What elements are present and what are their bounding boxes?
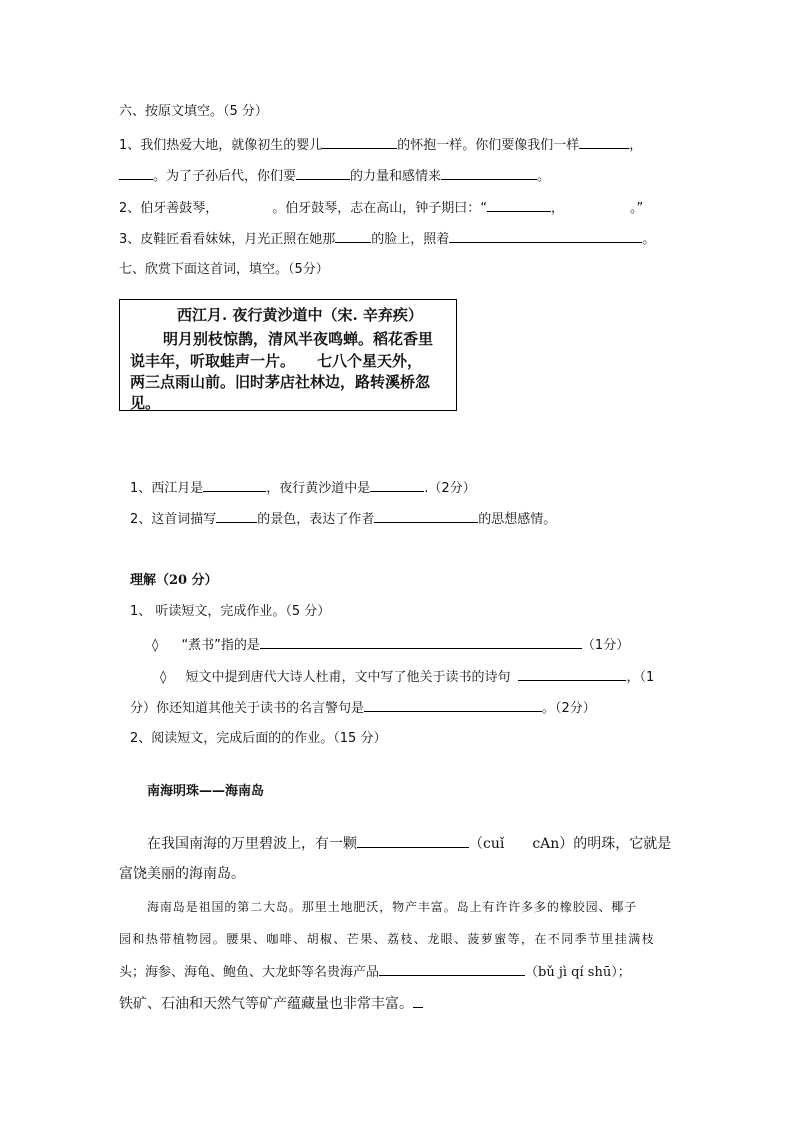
article-title: 南海明珠——海南岛 — [147, 784, 265, 799]
blank[interactable] — [487, 198, 551, 212]
article-paragraph-2-cont: 园和热带植物园。腰果、咖啡、胡椒、芒果、荔枝、龙眼、菠萝蜜等，在不同季节里挂满枝 — [119, 932, 656, 946]
article-paragraph-1: 在我国南海的万里碧波上，有一颗 （cuǐ cAn）的明珠，它就是 — [147, 836, 672, 852]
blank[interactable] — [203, 478, 266, 492]
poem-title: 西江月. 夜行黄沙道中（宋. 辛弃疾） — [177, 306, 423, 324]
blank[interactable] — [296, 166, 350, 180]
comprehension-title: 理解（20 分） — [130, 573, 218, 588]
article-paragraph-2-cont: 头；海参、海龟、鲍鱼、大龙虾等名贵海产品 （bǔ jì qí shū）； — [119, 962, 631, 982]
comprehension-q1-c: 分）你还知道其他关于读书的名言警句是 。（2分） — [130, 698, 596, 718]
question-6-2: 2、伯牙善鼓琴， 。伯牙鼓琴，志在高山，钟子期曰：“ ， 。” — [119, 198, 643, 218]
section-7-title: 七、欣赏下面这首词，填空。（5分） — [119, 262, 329, 277]
blank[interactable] — [379, 962, 525, 976]
poem-line: 说丰年，听取蛙声一片。 七八个星天外， — [130, 352, 423, 370]
question-6-1-line-2: 。为了子孙后代，你们要 的力量和感情来 。 — [119, 166, 550, 186]
blank[interactable] — [449, 229, 642, 243]
question-7-1: 1、西江月是 ，夜行黄沙道中是 .（2分） — [130, 478, 476, 498]
blank[interactable] — [374, 509, 478, 523]
blank[interactable] — [413, 994, 423, 1008]
blank[interactable] — [335, 229, 371, 243]
blank[interactable] — [322, 135, 397, 149]
blank[interactable] — [357, 834, 469, 848]
question-6-1-line-1: 1、我们热爱大地，就像初生的婴儿 的怀抱一样。你们要像我们一样 ， — [119, 135, 642, 155]
comprehension-q1-b: ◊ 短文中提到唐代大诗人杜甫，文中写了他关于读书的诗句 ，（1 — [160, 667, 654, 687]
blank[interactable] — [364, 698, 542, 712]
article-paragraph-2-cont: 铁矿、石油和天然气等矿产蕴藏量也非常丰富。 — [119, 994, 423, 1013]
blank[interactable] — [370, 478, 424, 492]
question-6-3: 3、皮鞋匠看看妹妹，月光正照在她那 的脸上，照着 。 — [119, 229, 655, 249]
section-6-title: 六、按原文填空。（5 分） — [119, 104, 268, 119]
poem-line: 两三点雨山前。旧时茅店社林边，路转溪桥忽 — [130, 373, 431, 391]
blank[interactable] — [119, 166, 153, 180]
comprehension-q1-a: ◊ “煮书”指的是 （1分） — [152, 635, 629, 655]
bullet-icon: ◊ — [160, 670, 167, 685]
poem-line: 见。 — [130, 394, 161, 412]
poem-line: 明月别枝惊鹊，清风半夜鸣蝉。稻花香里 — [163, 330, 434, 348]
blank[interactable] — [518, 667, 626, 681]
comprehension-q1: 1、 听读短文，完成作业。（5 分） — [130, 604, 331, 619]
comprehension-q2: 2、阅读短文，完成后面的的作业。（15 分） — [130, 731, 387, 746]
article-paragraph-1-cont: 富饶美丽的海南岛。 — [119, 866, 245, 882]
blank[interactable] — [216, 509, 257, 523]
blank[interactable] — [441, 166, 537, 180]
question-7-2: 2、这首词描写 的景色，表达了作者 的思想感情。 — [130, 509, 556, 529]
blank[interactable] — [579, 135, 629, 149]
bullet-icon: ◊ — [152, 638, 159, 653]
article-paragraph-2: 海南岛是祖国的第二大岛。那里土地肥沃，物产丰富。岛上有许许多多的橡胶园、椰子 — [147, 900, 638, 914]
blank[interactable] — [260, 635, 582, 649]
